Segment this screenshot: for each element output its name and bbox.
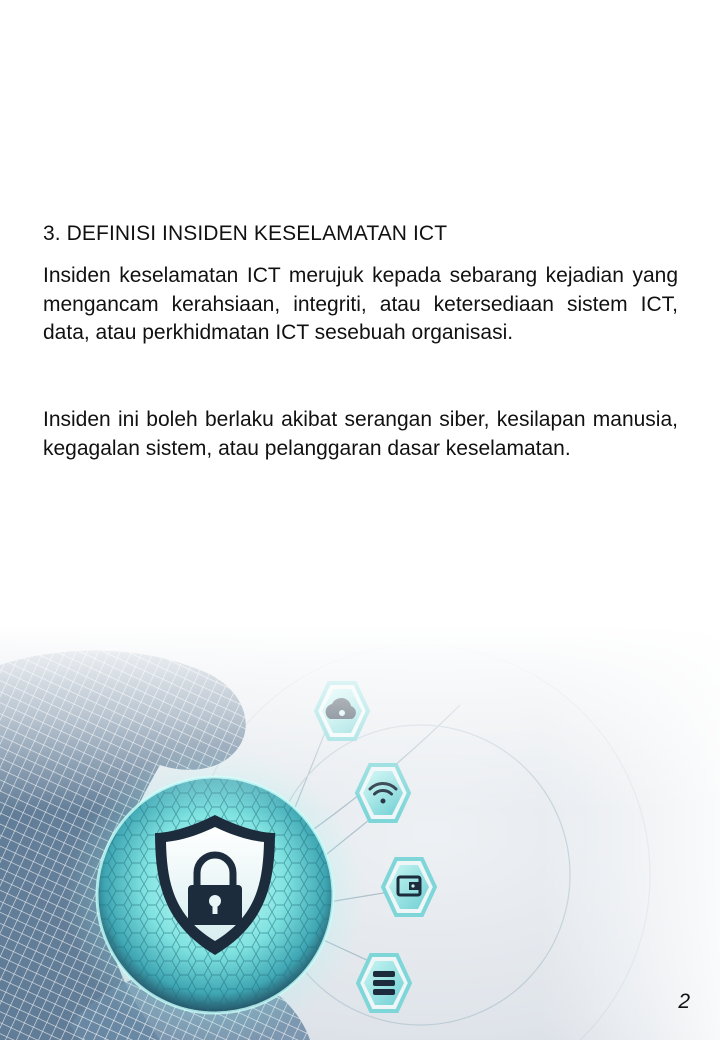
- page-number: 2: [678, 990, 690, 1013]
- paragraph-definition: Insiden keselamatan ICT merujuk kepada sebarang kejadian yang mengancam kerahsiaan, integriti, atau ketersediaan sistem ICT, data, atau perkhidmatan ICT sesebuah organisasi.: [43, 264, 678, 344]
- paragraph-causes: Insiden ini boleh berlaku akibat serangan siber, kesilapan manusia, kegagalan sistem, atau pelanggaran dasar keselamatan.: [43, 408, 678, 460]
- cybersecurity-illustration: [0, 625, 720, 1040]
- section-heading: 3. DEFINISI INSIDEN KESELAMATAN ICT: [43, 222, 448, 245]
